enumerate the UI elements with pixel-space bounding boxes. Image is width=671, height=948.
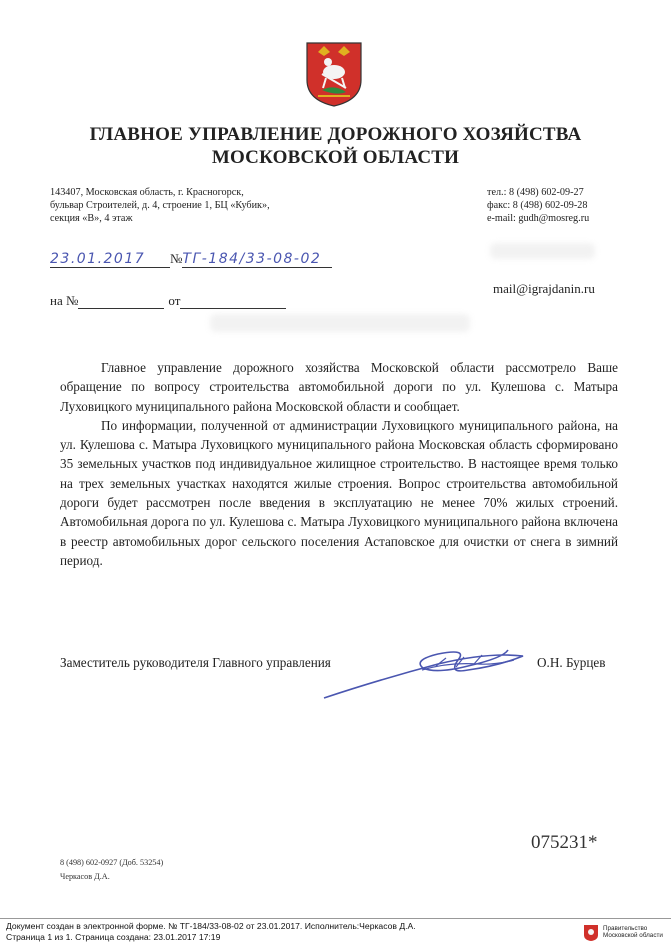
address-line: секция «В», 4 этаж <box>50 213 133 224</box>
footer-divider <box>0 918 671 919</box>
coat-of-arms-icon <box>304 40 364 108</box>
address-line: 143407, Московская область, г. Красногорск, <box>50 187 244 198</box>
organization-title <box>0 123 671 169</box>
footer-page-info: Страница 1 из 1. Страница создана: 23.01.2017 17:19 <box>6 932 221 942</box>
reference-number-label: на № <box>50 293 79 308</box>
moscow-region-logo-icon <box>583 924 599 942</box>
registration-date: 23.01.2017 <box>50 251 170 268</box>
reference-line <box>50 293 286 309</box>
body-paragraph: Главное управление дорожного хозяйства Московской области рассмотрело Ваше обращение по вопросу строительства автомобильной дороги по ул. Кулешова с. Матыра Луховицкого муниципального района Московской области и сообщает. <box>60 360 618 414</box>
footer-org-line2: Московской области <box>603 932 663 940</box>
organization-title-line1: ГЛАВНОЕ УПРАВЛЕНИЕ ДОРОЖНОГО ХОЗЯЙСТВА <box>89 124 582 145</box>
signer-name: О.Н. Бурцев <box>537 655 606 670</box>
signer-position: Заместитель руководителя Главного управления <box>60 655 331 670</box>
fax-line: факс: 8 (498) 602-09-28 <box>487 200 588 211</box>
registration-number-prefix: № <box>170 251 183 266</box>
document-code: 075231* <box>531 832 598 853</box>
redacted-area <box>490 243 595 259</box>
footer-org-line1: Правительство <box>603 925 648 932</box>
recipient-email: mail@igrajdanin.ru <box>493 281 595 296</box>
reference-date-label: от <box>168 293 181 308</box>
registration-line <box>50 250 340 272</box>
email-line: e-mail: gudh@mosreg.ru <box>487 213 590 224</box>
footer-doc-info: Документ создан в электронной форме. № ТГ-184/33-08-02 от 23.01.2017. Исполнитель:Черкасов Д.А. <box>6 921 416 931</box>
reference-date-blank <box>180 295 286 309</box>
phone-line: тел.: 8 (498) 602-09-27 <box>487 187 584 198</box>
address-line: бульвар Строителей, д. 4, строение 1, БЦ «Кубик», <box>50 200 270 211</box>
reference-number-blank <box>78 295 164 309</box>
footer-organization <box>603 925 663 939</box>
organization-title-line2: МОСКОВСКОЙ ОБЛАСТИ <box>211 147 460 168</box>
organization-contacts <box>487 186 589 225</box>
executor-name: Черкасов Д.А. <box>60 872 110 881</box>
organization-address <box>50 186 270 225</box>
letter-body <box>60 358 618 570</box>
signature-icon <box>318 640 540 706</box>
registration-number: ТГ-184/33-08-02 <box>182 251 332 268</box>
redacted-area <box>210 314 470 332</box>
executor-phone: 8 (498) 602-0927 (Доб. 53254) <box>60 858 164 867</box>
body-paragraph: По информации, полученной от администрации Луховицкого муниципального района, на ул. Кулешова с. Матыра Луховицкого муниципального района Московская область сформировано 35 земельных участков под индивидуальное жилищное строительство. В настоящее время только на трех земельных участках находятся жилые строения. Вопрос строительства автомобильной дороги будет рассмотрен после введения в эксплуатацию не менее 70% жилых строений. Автомобильная дорога по ул. Кулешова с. Матыра Луховицкого муниципального района включена в реестр автомобильных дорог сельского поселения Астаповское для очистки от снега в зимний период. <box>60 417 618 568</box>
